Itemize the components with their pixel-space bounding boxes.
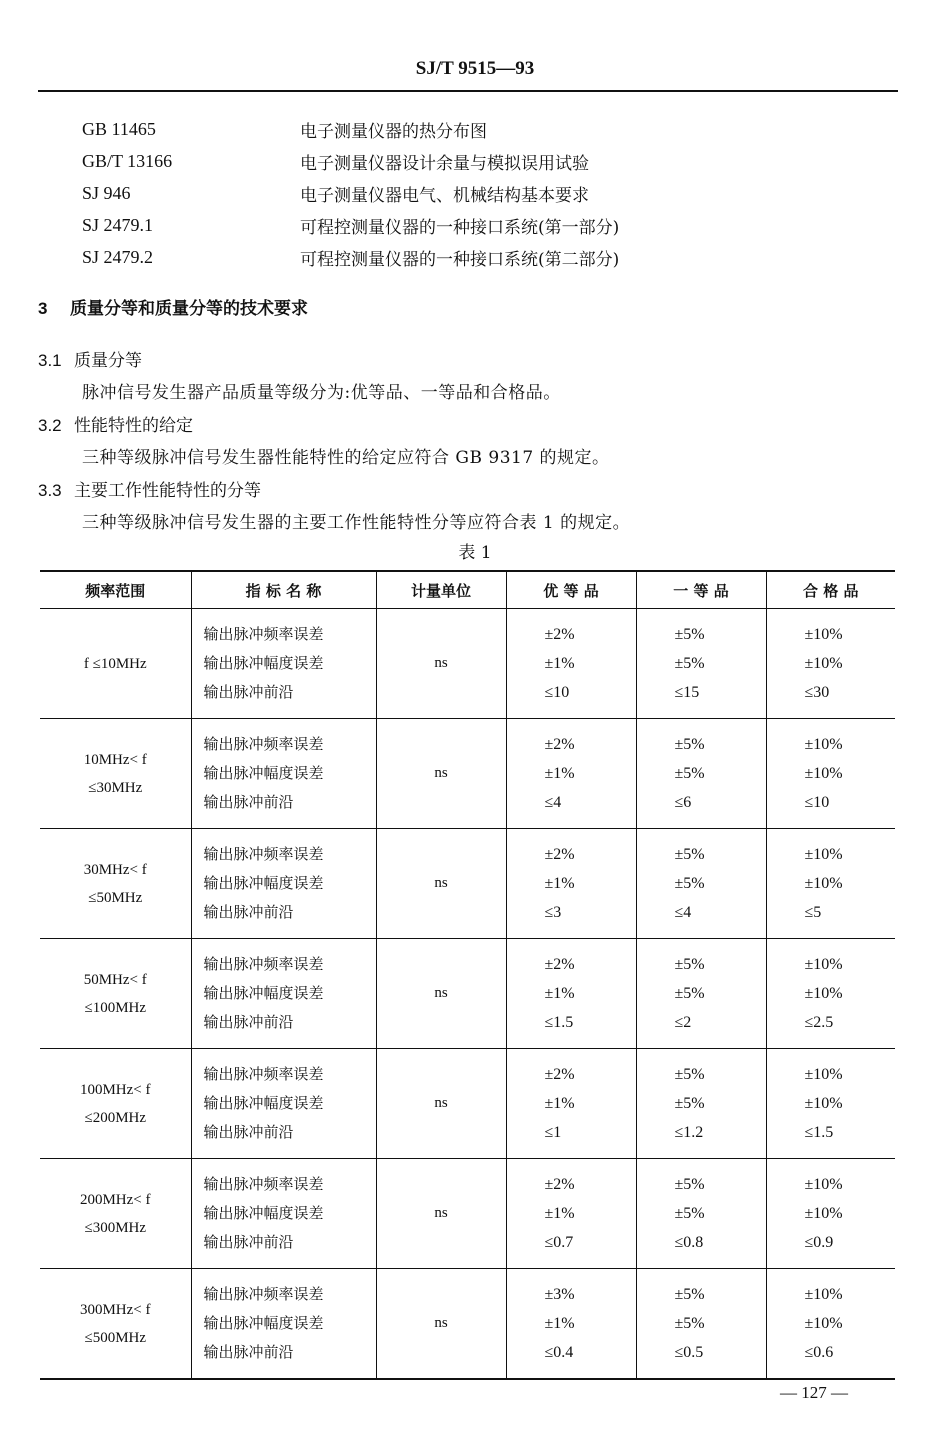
qualified-grade-value: ±10% [804, 626, 843, 643]
excellent-grade-value: ±2% [544, 1066, 575, 1083]
qualified-grade-cell [766, 1159, 895, 1269]
first-grade-cell [636, 1049, 766, 1159]
qualified-grade-value: ≤1.5 [804, 1124, 834, 1141]
excellent-grade-cell [506, 1159, 636, 1269]
metric-names-cell [191, 829, 376, 939]
reference-item [82, 145, 882, 177]
reference-item [82, 113, 882, 145]
column-header: 计量单位 [376, 571, 506, 609]
qualified-grade-cell [766, 719, 895, 829]
unit-cell: ns [376, 1159, 506, 1269]
excellent-grade-value: ±2% [544, 956, 575, 973]
frequency-range-line: 30MHz< f [83, 861, 147, 878]
grade-table [40, 570, 895, 1380]
first-grade-cell [636, 609, 766, 719]
excellent-grade-cell [506, 829, 636, 939]
frequency-range-line: ≤200MHz [84, 1109, 147, 1126]
section-number: 3 [38, 299, 48, 318]
table-row [40, 1049, 895, 1159]
first-grade-value: ≤4 [674, 904, 692, 921]
table-row [40, 1159, 895, 1269]
first-grade-cell [636, 719, 766, 829]
frequency-range-line: 50MHz< f [83, 971, 147, 988]
frequency-range-cell [40, 829, 191, 939]
section-title: 质量分等 [74, 351, 142, 371]
section-3-2-heading [38, 411, 193, 436]
first-grade-value: ±5% [674, 846, 705, 863]
excellent-grade-value: ≤3 [544, 904, 562, 921]
metric-name: 输出脉冲幅度误差 [203, 1094, 324, 1112]
qualified-grade-cell [766, 939, 895, 1049]
metric-name: 输出脉冲前沿 [203, 1233, 294, 1251]
first-grade-cell [636, 1269, 766, 1380]
metric-name: 输出脉冲频率误差 [203, 845, 324, 863]
excellent-grade-cell [506, 939, 636, 1049]
reference-code: SJ 946 [82, 182, 131, 203]
metric-name: 输出脉冲前沿 [203, 903, 294, 921]
table-row [40, 939, 895, 1049]
reference-title: 可程控测量仪器的一种接口系统(第二部分) [300, 249, 620, 270]
reference-code: GB 11465 [82, 118, 156, 139]
qualified-grade-value: ±10% [804, 1205, 843, 1222]
qualified-grade-value: ≤2.5 [804, 1014, 834, 1031]
reference-title: 可程控测量仪器的一种接口系统(第一部分) [300, 217, 620, 238]
page-number: — 127 — [780, 1383, 848, 1402]
excellent-grade-value: ≤0.4 [544, 1344, 574, 1361]
first-grade-value: ≤6 [674, 794, 692, 811]
frequency-range-cell [40, 1049, 191, 1159]
unit-cell: ns [376, 829, 506, 939]
qualified-grade-value: ±10% [804, 655, 843, 672]
excellent-grade-value: ±1% [544, 875, 575, 892]
excellent-grade-value: ≤0.7 [544, 1234, 574, 1251]
qualified-grade-value: ±10% [804, 846, 843, 863]
first-grade-value: ±5% [674, 1095, 705, 1112]
excellent-grade-value: ≤10 [544, 684, 570, 701]
unit-cell: ns [376, 1269, 506, 1380]
frequency-range-line: ≤500MHz [84, 1329, 147, 1346]
qualified-grade-value: ≤0.6 [804, 1344, 834, 1361]
qualified-grade-value: ≤30 [804, 684, 830, 701]
excellent-grade-value: ≤1 [544, 1124, 562, 1141]
reference-title: 电子测量仪器的热分布图 [300, 121, 487, 142]
table-row [40, 829, 895, 939]
frequency-range-line: ≤300MHz [84, 1219, 147, 1236]
first-grade-value: ±5% [674, 1176, 705, 1193]
frequency-range-line: 100MHz< f [79, 1081, 151, 1098]
metric-name: 输出脉冲前沿 [203, 793, 294, 811]
qualified-grade-value: ±10% [804, 1095, 843, 1112]
metric-name: 输出脉冲前沿 [203, 1013, 294, 1031]
metric-name: 输出脉冲前沿 [203, 1343, 294, 1361]
frequency-range-cell [40, 1159, 191, 1269]
metric-name: 输出脉冲频率误差 [203, 955, 324, 973]
metric-names-cell [191, 609, 376, 719]
section-3-3-text: 三种等级脉冲信号发生器的主要工作性能特性分等应符合表 1 的规定。 [82, 513, 631, 533]
excellent-grade-value: ±1% [544, 985, 575, 1002]
first-grade-value: ±5% [674, 1066, 705, 1083]
reference-item [82, 177, 882, 209]
metric-name: 输出脉冲幅度误差 [203, 654, 324, 672]
metric-names-cell [191, 939, 376, 1049]
column-header: 指 标 名 称 [191, 571, 376, 609]
frequency-range-line: 300MHz< f [79, 1301, 151, 1318]
metric-names-cell [191, 719, 376, 829]
first-grade-value: ±5% [674, 1315, 705, 1332]
qualified-grade-value: ±10% [804, 1066, 843, 1083]
frequency-range-line: f ≤10MHz [83, 655, 147, 672]
reference-title: 电子测量仪器电气、机械结构基本要求 [300, 185, 589, 206]
metric-name: 输出脉冲前沿 [203, 683, 294, 701]
column-header: 合 格 品 [766, 571, 895, 609]
reference-item [82, 209, 882, 241]
unit-cell: ns [376, 939, 506, 1049]
qualified-grade-value: ±10% [804, 736, 843, 753]
first-grade-value: ±5% [674, 765, 705, 782]
column-header: 一 等 品 [636, 571, 766, 609]
qualified-grade-value: ±10% [804, 1286, 843, 1303]
reference-code: SJ 2479.1 [82, 214, 154, 235]
unit-cell: ns [376, 1049, 506, 1159]
frequency-range-line: ≤50MHz [88, 889, 143, 906]
metric-name: 输出脉冲频率误差 [203, 625, 324, 643]
qualified-grade-value: ±10% [804, 875, 843, 892]
excellent-grade-value: ≤1.5 [544, 1014, 574, 1031]
section-title: 性能特性的给定 [74, 416, 193, 436]
first-grade-value: ±5% [674, 985, 705, 1002]
excellent-grade-value: ±1% [544, 1095, 575, 1112]
excellent-grade-cell [506, 719, 636, 829]
metric-name: 输出脉冲频率误差 [203, 735, 324, 753]
first-grade-value: ±5% [674, 655, 705, 672]
qualified-grade-value: ±10% [804, 956, 843, 973]
excellent-grade-cell [506, 609, 636, 719]
metric-name: 输出脉冲幅度误差 [203, 764, 324, 782]
first-grade-value: ±5% [674, 956, 705, 973]
first-grade-cell [636, 829, 766, 939]
first-grade-value: ±5% [674, 1205, 705, 1222]
metric-name: 输出脉冲频率误差 [203, 1175, 324, 1193]
metric-name: 输出脉冲幅度误差 [203, 984, 324, 1002]
section-title: 质量分等和质量分等的技术要求 [70, 299, 308, 319]
excellent-grade-value: ±2% [544, 1176, 575, 1193]
excellent-grade-value: ±1% [544, 655, 575, 672]
table-row [40, 719, 895, 829]
frequency-range-cell [40, 1269, 191, 1380]
frequency-range-cell [40, 719, 191, 829]
reference-code: GB/T 13166 [82, 150, 173, 171]
unit-cell: ns [376, 609, 506, 719]
first-grade-value: ±5% [674, 875, 705, 892]
metric-names-cell [191, 1159, 376, 1269]
metric-name: 输出脉冲幅度误差 [203, 1314, 324, 1332]
frequency-range-line: ≤100MHz [84, 999, 147, 1016]
frequency-range-line: 10MHz< f [83, 751, 147, 768]
qualified-grade-cell [766, 829, 895, 939]
frequency-range-cell [40, 939, 191, 1049]
table-caption: 表 1 [458, 543, 492, 563]
metric-name: 输出脉冲前沿 [203, 1123, 294, 1141]
reference-item [82, 241, 882, 273]
first-grade-value: ≤0.5 [674, 1344, 704, 1361]
document-id: SJ/T 9515—93 [415, 58, 535, 79]
section-title: 主要工作性能特性的分等 [74, 481, 261, 501]
reference-list [82, 113, 882, 273]
excellent-grade-value: ±1% [544, 765, 575, 782]
frequency-range-line: ≤30MHz [88, 779, 143, 796]
qualified-grade-value: ≤5 [804, 904, 822, 921]
section-number: 3.1 [38, 351, 62, 370]
section-3-2-text: 三种等级脉冲信号发生器性能特性的给定应符合 GB 9317 的规定。 [82, 448, 610, 468]
qualified-grade-value: ±10% [804, 765, 843, 782]
qualified-grade-value: ≤10 [804, 794, 830, 811]
metric-name: 输出脉冲频率误差 [203, 1065, 324, 1083]
excellent-grade-value: ±2% [544, 846, 575, 863]
excellent-grade-value: ≤4 [544, 794, 562, 811]
header-rule [38, 90, 898, 92]
first-grade-cell [636, 1159, 766, 1269]
table-row [40, 609, 895, 719]
metric-names-cell [191, 1049, 376, 1159]
excellent-grade-value: ±2% [544, 626, 575, 643]
metric-name: 输出脉冲幅度误差 [203, 1204, 324, 1222]
section-3-1-heading [38, 346, 142, 371]
reference-code: SJ 2479.2 [82, 246, 154, 267]
unit-cell: ns [376, 719, 506, 829]
qualified-grade-value: ±10% [804, 1315, 843, 1332]
section-number: 3.2 [38, 416, 62, 435]
table-header-row [40, 571, 895, 609]
section-3-heading [38, 294, 308, 319]
metric-names-cell [191, 1269, 376, 1380]
qualified-grade-cell [766, 609, 895, 719]
frequency-range-line: 200MHz< f [79, 1191, 151, 1208]
qualified-grade-cell [766, 1049, 895, 1159]
excellent-grade-value: ±3% [544, 1286, 575, 1303]
column-header: 频率范围 [40, 571, 191, 609]
qualified-grade-value: ±10% [804, 1176, 843, 1193]
first-grade-value: ≤2 [674, 1014, 692, 1031]
qualified-grade-value: ±10% [804, 985, 843, 1002]
excellent-grade-value: ±1% [544, 1205, 575, 1222]
qualified-grade-cell [766, 1269, 895, 1380]
first-grade-cell [636, 939, 766, 1049]
first-grade-value: ≤1.2 [674, 1124, 704, 1141]
frequency-range-cell [40, 609, 191, 719]
first-grade-value: ≤15 [674, 684, 700, 701]
section-3-1-text: 脉冲信号发生器产品质量等级分为:优等品、一等品和合格品。 [82, 383, 561, 403]
qualified-grade-value: ≤0.9 [804, 1234, 834, 1251]
first-grade-value: ±5% [674, 1286, 705, 1303]
excellent-grade-value: ±1% [544, 1315, 575, 1332]
excellent-grade-value: ±2% [544, 736, 575, 753]
section-number: 3.3 [38, 481, 62, 500]
first-grade-value: ±5% [674, 736, 705, 753]
section-3-3-heading [38, 476, 261, 501]
table-row [40, 1269, 895, 1380]
excellent-grade-cell [506, 1049, 636, 1159]
reference-title: 电子测量仪器设计余量与模拟误用试验 [300, 153, 589, 174]
excellent-grade-cell [506, 1269, 636, 1380]
first-grade-value: ±5% [674, 626, 705, 643]
column-header: 优 等 品 [506, 571, 636, 609]
metric-name: 输出脉冲频率误差 [203, 1285, 324, 1303]
first-grade-value: ≤0.8 [674, 1234, 704, 1251]
metric-name: 输出脉冲幅度误差 [203, 874, 324, 892]
